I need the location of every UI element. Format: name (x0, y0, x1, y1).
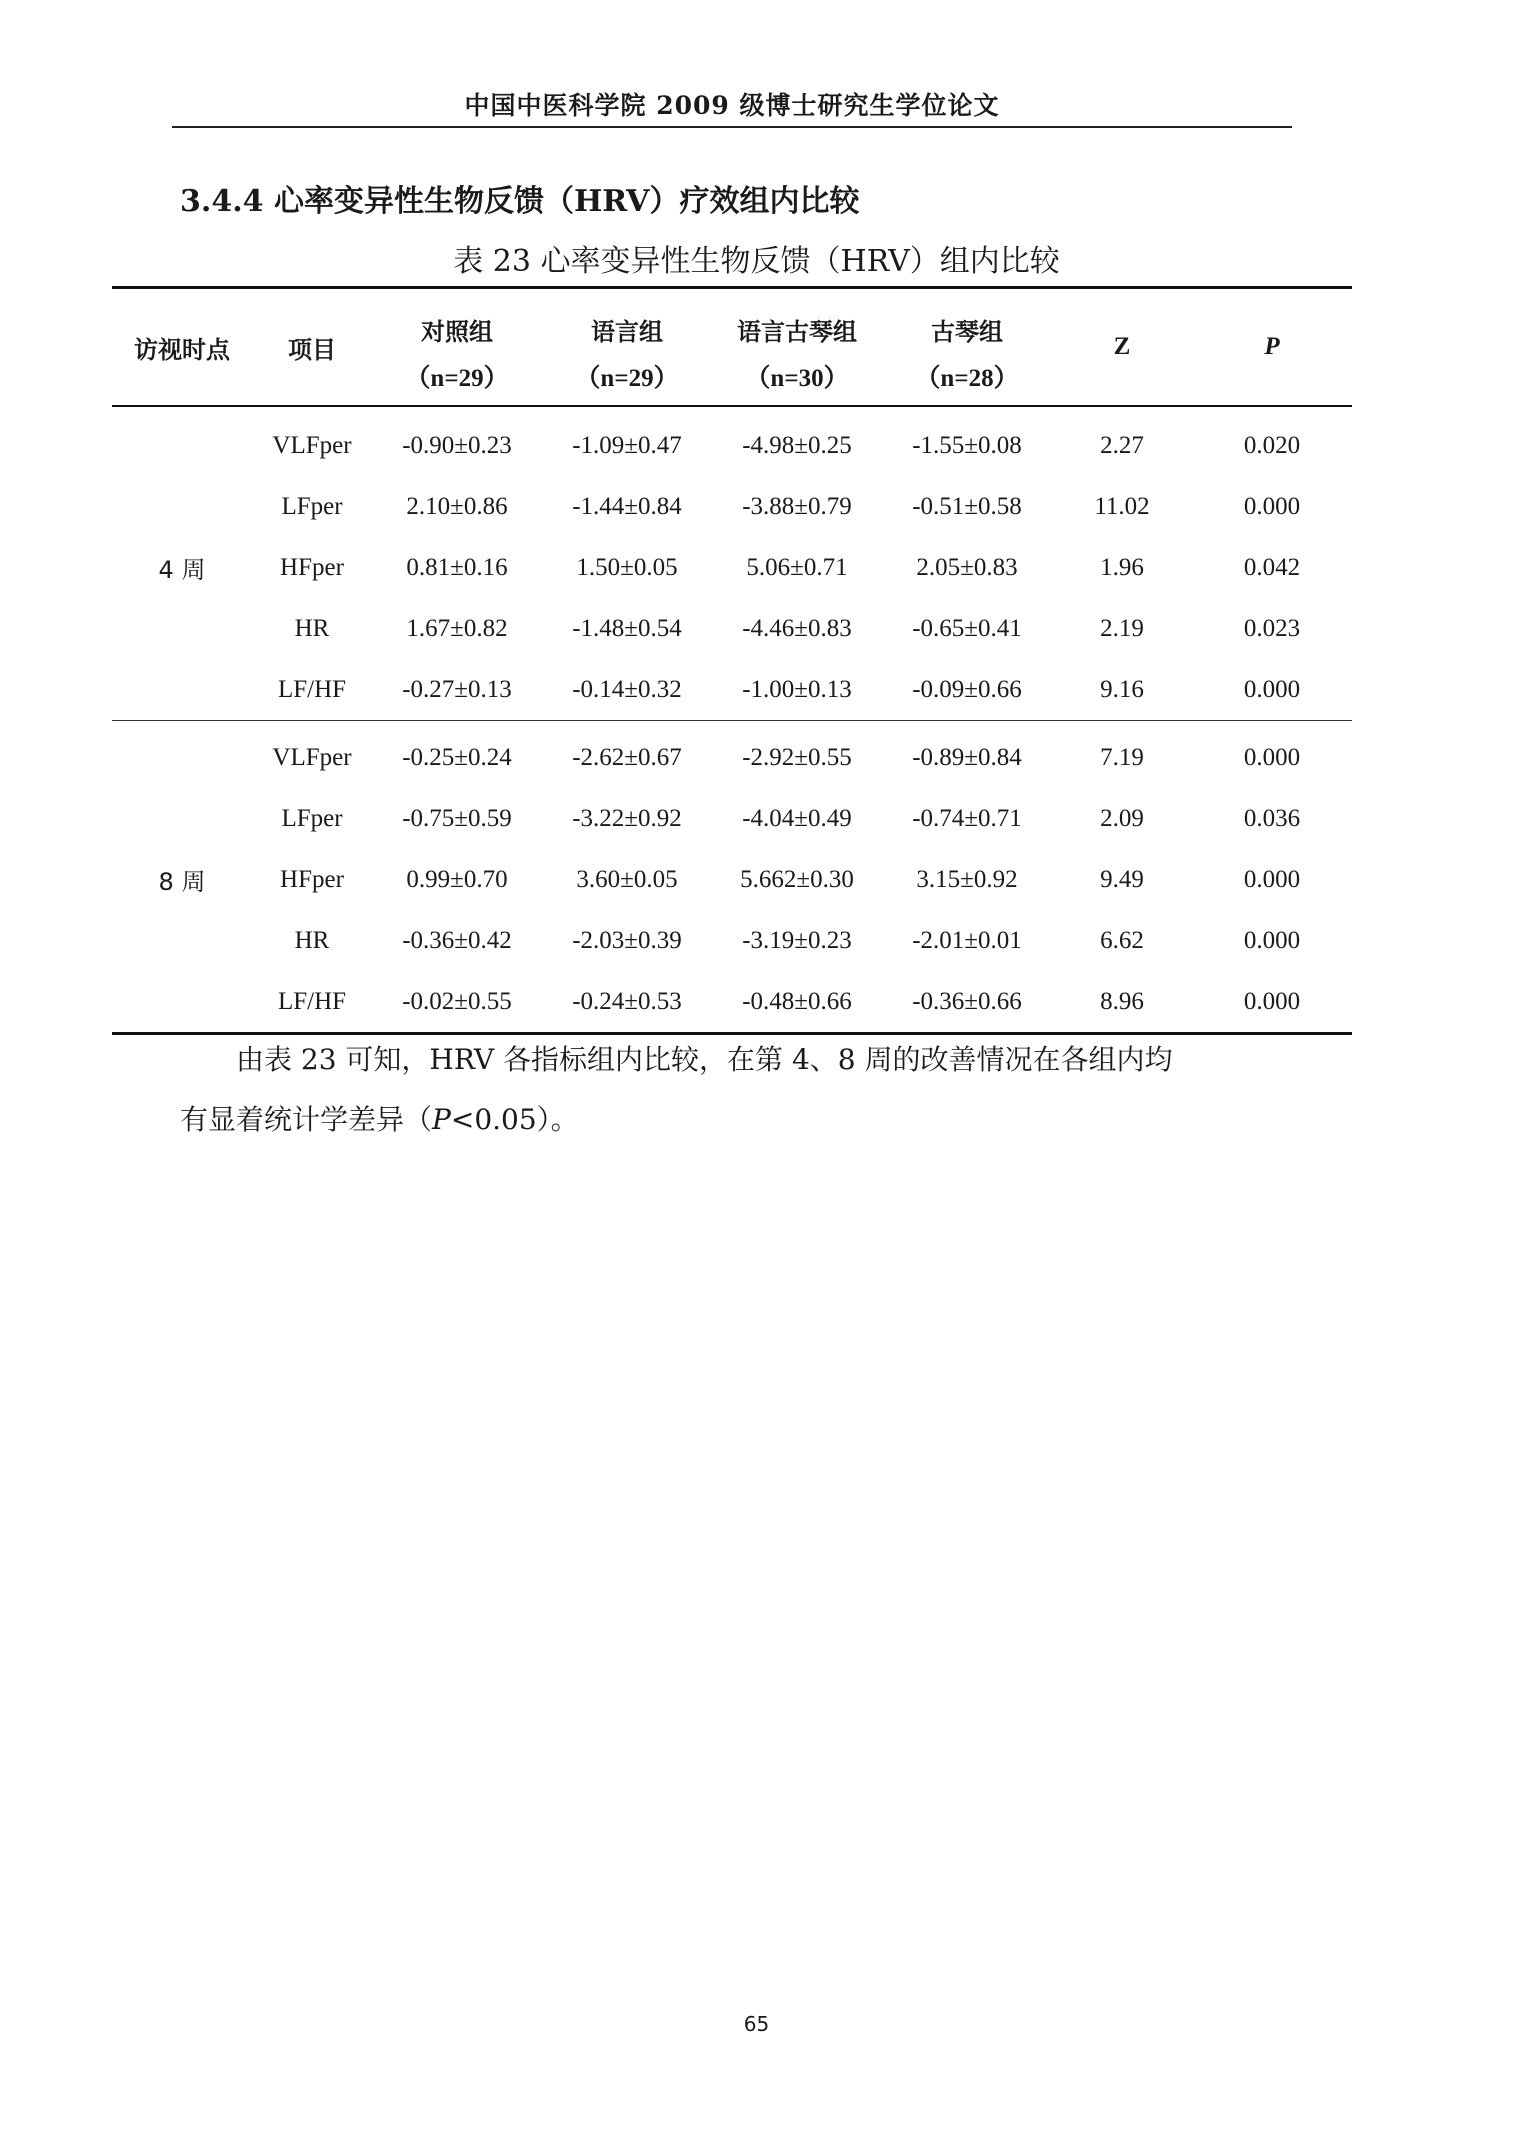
page-number: 65 (743, 2012, 770, 2036)
z-cell: 9.16 (1100, 675, 1144, 703)
z-cell: 7.19 (1100, 743, 1144, 771)
z-cell: 1.96 (1100, 553, 1144, 581)
value-cell: -2.92±0.55 (742, 743, 852, 771)
section-heading: 3.4.4 心率变异性生物反馈（HRV）疗效组内比较 (180, 184, 860, 219)
value-cell: -3.19±0.23 (742, 926, 852, 954)
table-row (112, 910, 1352, 971)
p-cell: 0.042 (1243, 553, 1301, 581)
table-row (112, 849, 1352, 910)
p-cell: 0.000 (1243, 926, 1301, 954)
value-cell: -2.01±0.01 (912, 926, 1022, 954)
value-cell: -4.98±0.25 (742, 431, 852, 459)
value-cell: -4.46±0.83 (742, 614, 852, 642)
p-cell: 0.000 (1243, 675, 1301, 703)
z-cell: 6.62 (1100, 926, 1144, 954)
p-cell: 0.023 (1243, 614, 1301, 642)
col-header-item: 项目 (252, 288, 372, 407)
item-cell: LFper (281, 492, 343, 520)
col-header-language: 语言组 (591, 318, 663, 346)
running-header: 中国中医科学院 2009 级博士研究生学位论文 (464, 91, 1000, 120)
group-week-4 (112, 406, 1352, 721)
value-cell: 5.662±0.30 (740, 865, 854, 893)
item-cell: HR (294, 926, 330, 954)
value-cell: -1.48±0.54 (572, 614, 682, 642)
value-cell: -0.90±0.23 (402, 431, 512, 459)
value-cell: -3.22±0.92 (572, 804, 682, 832)
col-n-control: （n=29） (372, 347, 542, 406)
value-cell: 2.10±0.86 (406, 492, 508, 520)
col-header-language-guqin: 语言古琴组 (737, 318, 857, 346)
value-cell: 1.50±0.05 (576, 553, 678, 581)
item-cell: HFper (280, 553, 344, 581)
value-cell: 3.60±0.05 (576, 865, 678, 893)
body-text: 有显着统计学差异（ (180, 1103, 433, 1136)
value-cell: 2.05±0.83 (916, 553, 1018, 581)
value-cell: -1.55±0.08 (912, 431, 1022, 459)
z-cell: 2.27 (1100, 431, 1144, 459)
table-row (112, 598, 1352, 659)
item-cell: VLFper (272, 743, 352, 771)
item-cell: VLFper (272, 431, 352, 459)
item-cell: LF/HF (277, 987, 347, 1015)
p-cell: 0.036 (1243, 804, 1301, 832)
value-cell: -0.24±0.53 (572, 987, 682, 1015)
body-text: <0.05）。 (450, 1103, 579, 1136)
item-cell: LF/HF (277, 675, 347, 703)
value-cell: -0.48±0.66 (742, 987, 852, 1015)
value-cell: 0.81±0.16 (406, 553, 508, 581)
hrv-comparison-table (112, 286, 1352, 1035)
item-cell: LFper (281, 804, 343, 832)
p-cell: 0.000 (1243, 743, 1301, 771)
table-row (112, 971, 1352, 1034)
value-cell: -4.04±0.49 (742, 804, 852, 832)
value-cell: -1.09±0.47 (572, 431, 682, 459)
value-cell: 3.15±0.92 (916, 865, 1018, 893)
col-header-guqin: 古琴组 (931, 318, 1003, 346)
table-row (112, 476, 1352, 537)
z-cell: 11.02 (1094, 492, 1150, 520)
value-cell: -1.44±0.84 (572, 492, 682, 520)
table-caption: 表 23 心率变异性生物反馈（HRV）组内比较 (453, 244, 1060, 279)
table-row (112, 721, 1352, 789)
p-cell: 0.000 (1243, 492, 1301, 520)
table-row (112, 788, 1352, 849)
value-cell: -0.75±0.59 (402, 804, 512, 832)
value-cell: -2.03±0.39 (572, 926, 682, 954)
header-rule (172, 126, 1292, 128)
p-cell: 0.000 (1243, 865, 1301, 893)
table-row (112, 537, 1352, 598)
col-n-language-guqin: （n=30） (712, 347, 882, 406)
body-paragraph-line-1: 由表 23 可知，HRV 各指标组内比较，在第 4、8 周的改善情况在各组内均 (236, 1043, 1173, 1076)
z-cell: 2.19 (1100, 614, 1144, 642)
body-paragraph-line-2 (180, 1100, 1320, 1140)
value-cell: -2.62±0.67 (572, 743, 682, 771)
p-cell: 0.000 (1243, 987, 1301, 1015)
value-cell: -0.14±0.32 (572, 675, 682, 703)
table-row (112, 406, 1352, 476)
item-cell: HR (294, 614, 330, 642)
col-header-z: Z (1052, 288, 1192, 407)
value-cell: -0.74±0.71 (912, 804, 1022, 832)
z-cell: 9.49 (1100, 865, 1144, 893)
col-n-guqin: （n=28） (882, 347, 1052, 406)
col-header-p: P (1192, 288, 1352, 407)
value-cell: -3.88±0.79 (742, 492, 852, 520)
group-week-8 (112, 721, 1352, 1034)
value-cell: -0.51±0.58 (912, 492, 1022, 520)
value-cell: 0.99±0.70 (406, 865, 508, 893)
item-cell: HFper (280, 865, 344, 893)
value-cell: -0.89±0.84 (912, 743, 1022, 771)
col-header-visit: 访视时点 (112, 288, 252, 407)
col-n-language: （n=29） (542, 347, 712, 406)
z-cell: 8.96 (1100, 987, 1144, 1015)
table-row (112, 659, 1352, 721)
value-cell: 1.67±0.82 (406, 614, 508, 642)
value-cell: -0.36±0.42 (402, 926, 512, 954)
value-cell: -0.65±0.41 (912, 614, 1022, 642)
z-cell: 2.09 (1100, 804, 1144, 832)
p-symbol: P (432, 1103, 451, 1136)
value-cell: -0.09±0.66 (912, 675, 1022, 703)
value-cell: 5.06±0.71 (746, 553, 848, 581)
value-cell: -0.36±0.66 (912, 987, 1022, 1015)
col-header-control: 对照组 (421, 318, 493, 346)
value-cell: -0.25±0.24 (402, 743, 512, 771)
p-cell: 0.020 (1243, 431, 1301, 459)
visit-label: 4 周 (158, 556, 206, 584)
value-cell: -1.00±0.13 (742, 675, 852, 703)
value-cell: -0.02±0.55 (402, 987, 512, 1015)
value-cell: -0.27±0.13 (402, 675, 512, 703)
visit-label: 8 周 (158, 868, 206, 896)
